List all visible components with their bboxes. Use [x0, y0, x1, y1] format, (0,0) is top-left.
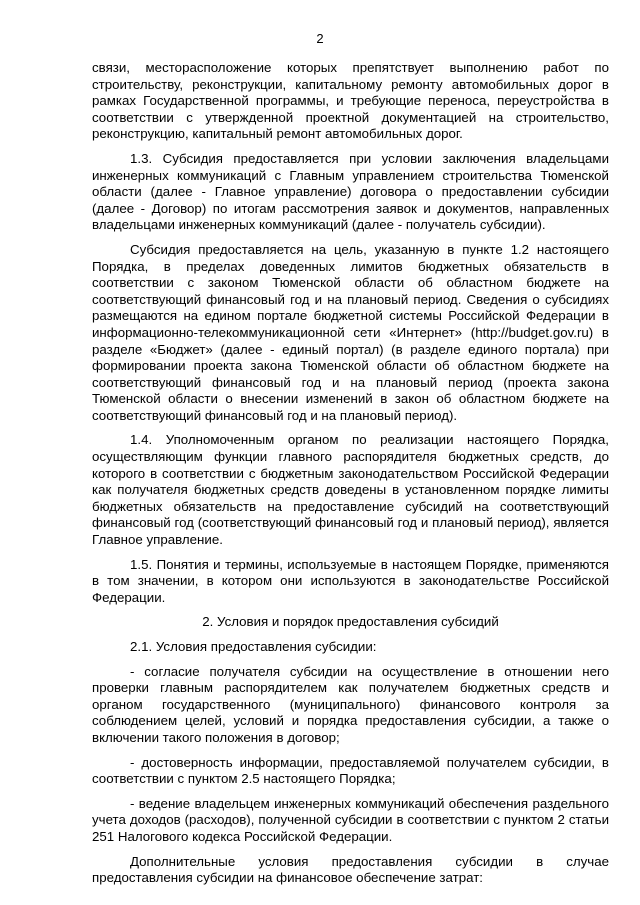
paragraph-continuation: связи, месторасположение которых препятствует выполнению работ по строительству, реконструкции, капитальному ремонту автомобильных дорог в рамках Государственной программы, и требующие переноса, переустройства в соответствии с утвержденной проектной документацией на строительство, реконструкцию, капитальный ремонт автомобильных дорог. — [92, 60, 609, 142]
list-item-accounting: - ведение владельцем инженерных коммуникаций обеспечения раздельного учета доходов (расходов), полученной субсидии в соответствии с пунктом 2 статьи 251 Налогового кодекса Российской Федерации. — [92, 795, 609, 844]
paragraph-2-1: 2.1. Условия предоставления субсидии: — [130, 639, 377, 654]
paragraph-1-5: 1.5. Понятия и термины, используемые в настоящем Порядке, применяются в том значении, в котором они используются в законодательстве Российской Федерации. — [92, 556, 609, 605]
document-body — [92, 60, 609, 895]
paragraph-1-3: 1.3. Субсидия предоставляется при условии заключения владельцами инженерных коммуникаций с Главным управлением строительства Тюменской области (далее - Главное управление) договора о предоставлении субсидии (далее - Договор) по итогам рассмотрения заявок и документов, направленных владельцами инженерных коммуникаций (далее - получатель субсидии). — [92, 150, 609, 233]
paragraph-1-4: 1.4. Уполномоченным органом по реализации настоящего Порядка, осуществляющим функции главного распорядителя бюджетных средств, до которого в соответствии с бюджетным законодательством Российской Федерации как получателя бюджетных средств доведены в установленном порядке лимиты бюджетных обязательств на предоставление субсидий на соответствующий финансовый год (соответствующий финансовый год и плановый период), является Главное управление. — [92, 432, 609, 548]
paragraph-subsidy-purpose: Субсидия предоставляется на цель, указанную в пункте 1.2 настоящего Порядка, в пределах доведенных лимитов бюджетных обязательств в соответствии с законом Тюменской области об областном бюджете на соответствующий финансовый год и на плановый период. Сведения о субсидиях размещаются на едином портале бюджетной системы Российской Федерации в информационно-телекоммуникационной сети «Интернет» (http://budget.gov.ru) в разделе «Бюджет» (далее - единый портал) (в разделе единого портала) при формировании проекта закона Тюменской области об областном бюджете на соответствующий финансовый год и на плановый период (проекта закона Тюменской области о внесении изменений в закон об областном бюджете на соответствующий финансовый год и на плановый период). — [92, 241, 609, 423]
list-item-consent: - согласие получателя субсидии на осуществление в отношении него проверки главным распорядителем как получателем бюджетных средств и органом государственного (муниципального) финансового контроля за соблюдением целей, условий и порядка предоставления субсидии, а также о включении такого положения в договор; — [92, 663, 609, 745]
paragraph-additional-conditions: Дополнительные условия предоставления субсидии в случае предоставления субсидии на финансовое обеспечение затрат: — [92, 853, 609, 886]
section-heading: 2. Условия и порядок предоставления субсидий — [202, 614, 499, 630]
page-number: 2 — [316, 31, 324, 46]
list-item-accuracy: - достоверность информации, предоставляемой получателем субсидии, в соответствии с пунктом 2.5 настоящего Порядка; — [92, 754, 609, 787]
